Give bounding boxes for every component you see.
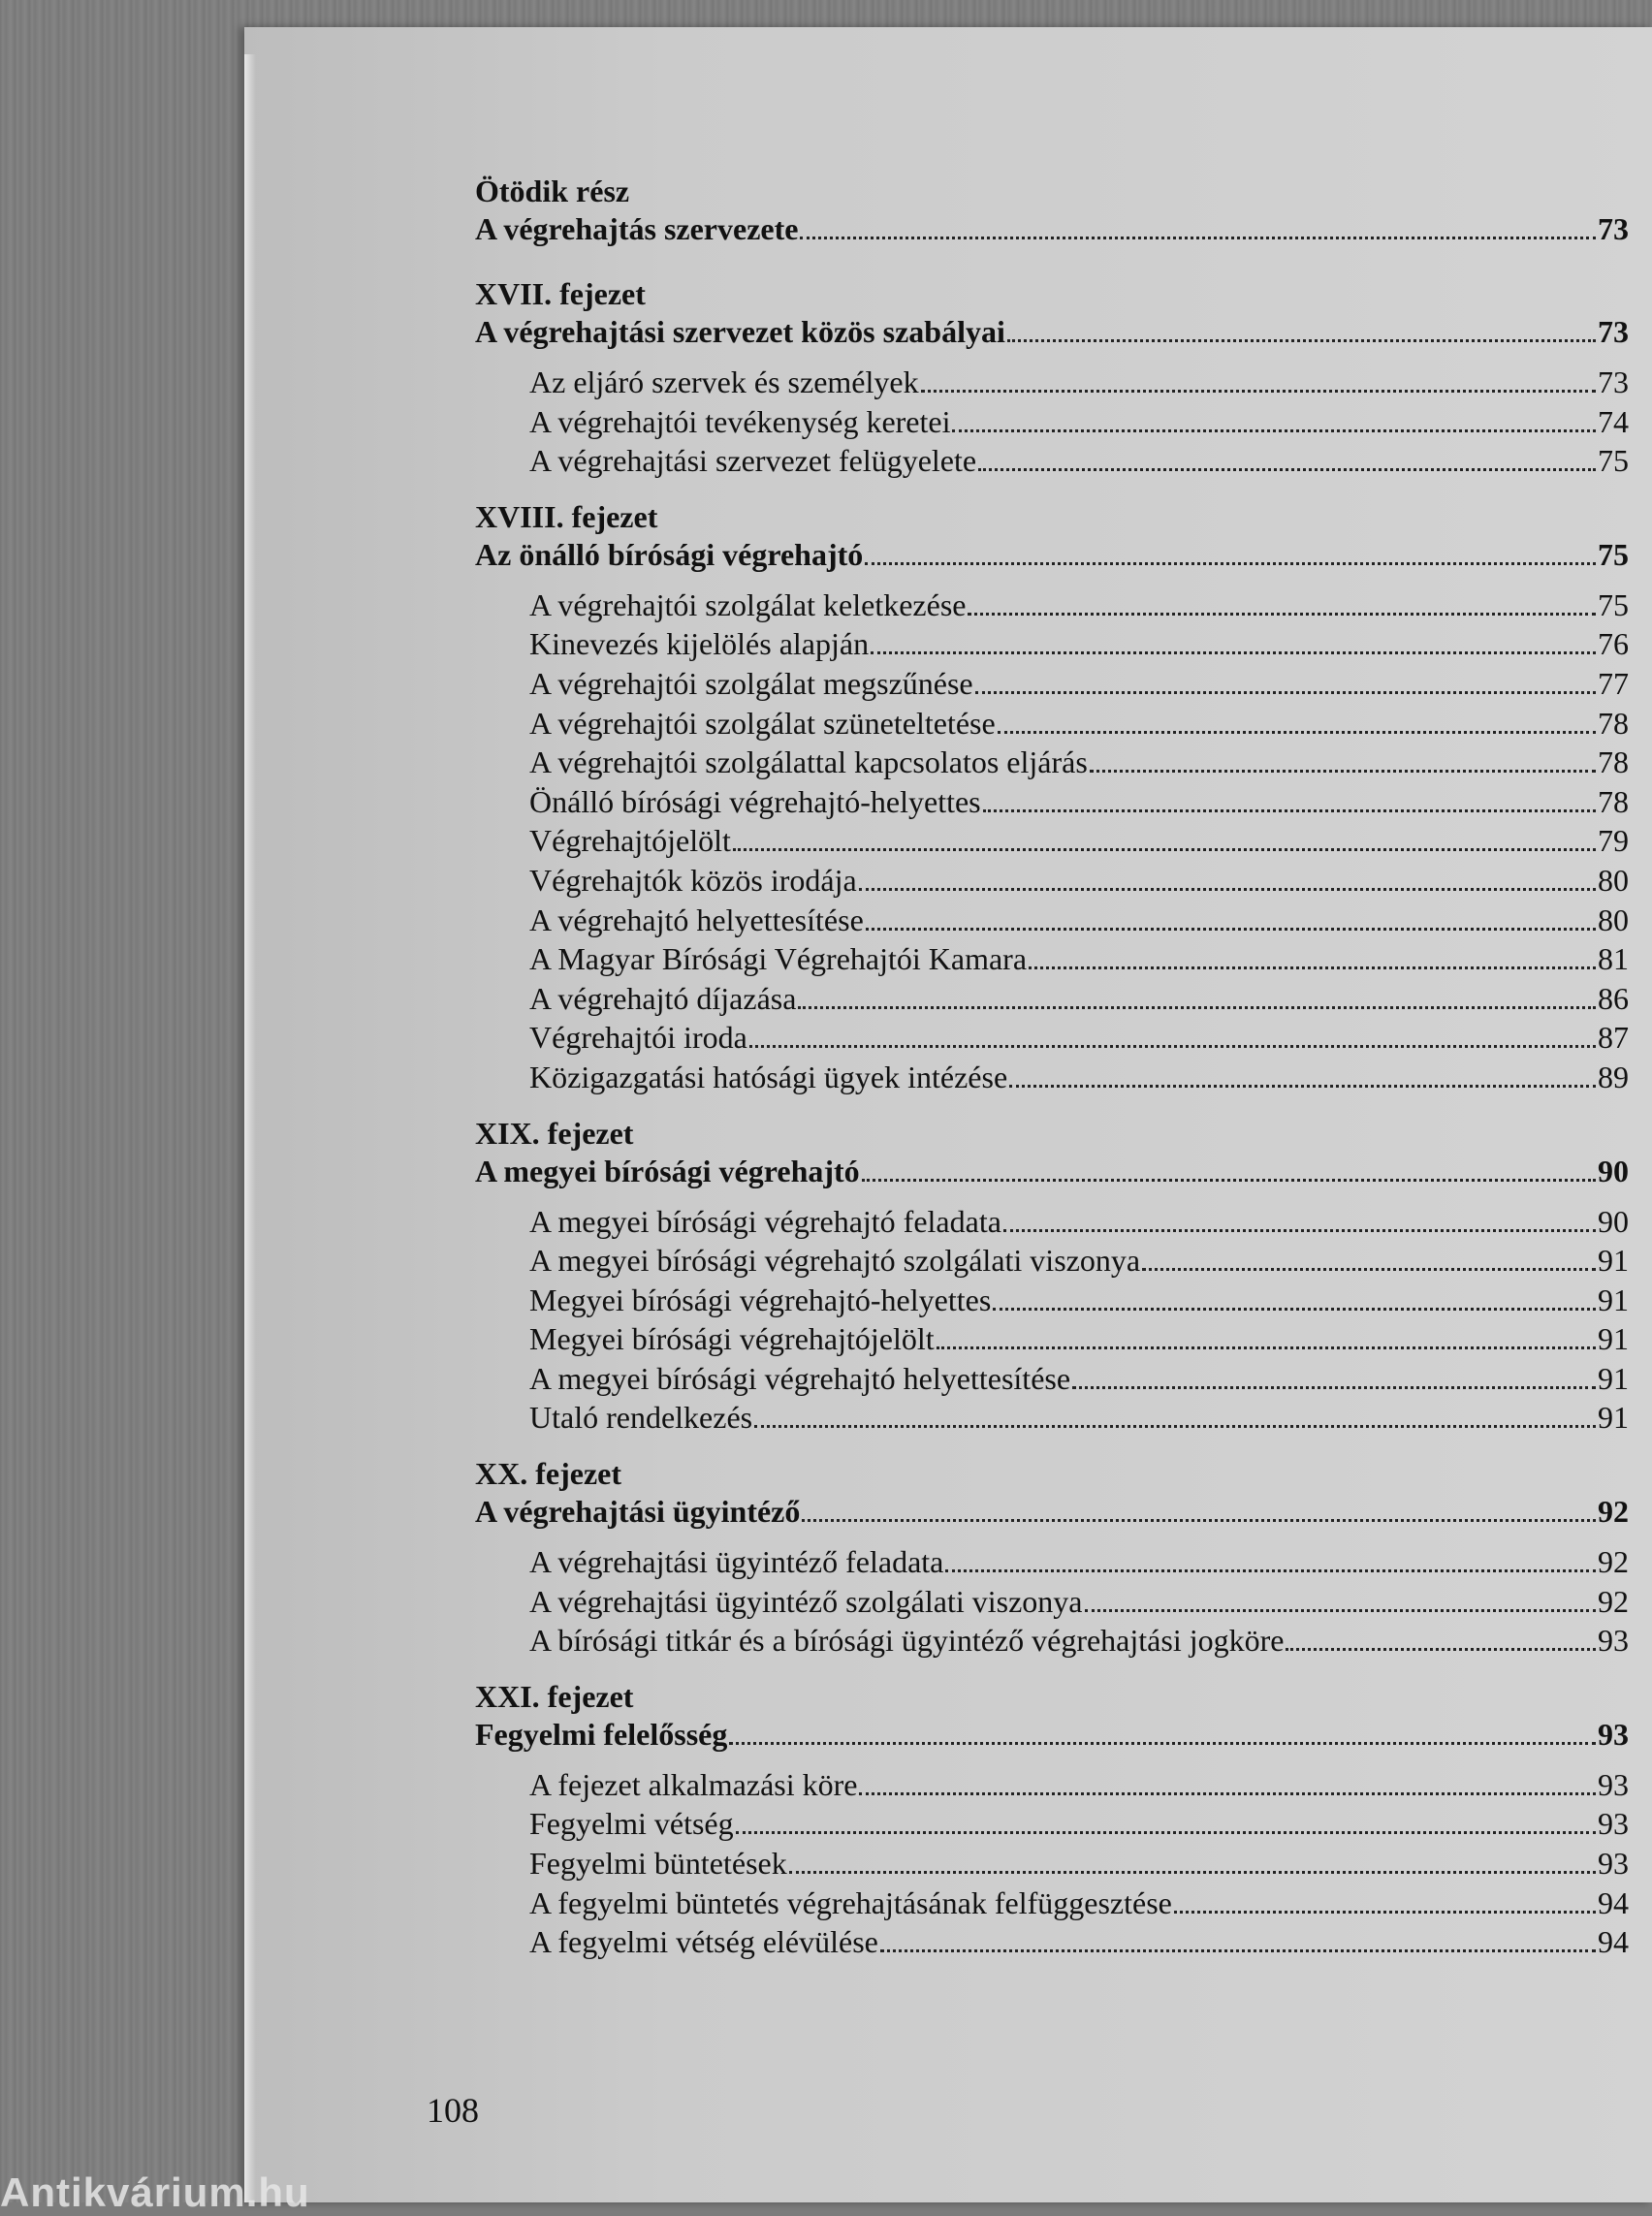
section-page: 91 bbox=[1598, 1243, 1629, 1279]
section-title: A végrehajtói szolgálat megszűnése bbox=[529, 665, 973, 701]
section-entry bbox=[475, 1018, 1629, 1058]
section-title: A végrehajtó helyettesítése bbox=[529, 902, 864, 937]
section-title: A megyei bírósági végrehajtó helyettesítése bbox=[529, 1360, 1071, 1396]
chapters-list bbox=[475, 275, 1629, 1962]
dot-leader bbox=[1286, 1648, 1596, 1651]
chapter bbox=[475, 1115, 1629, 1439]
section-title: Végrehajtójelölt bbox=[529, 823, 731, 859]
section-page: 91 bbox=[1598, 1400, 1629, 1436]
section-entry bbox=[475, 901, 1629, 940]
dot-leader bbox=[1085, 1609, 1597, 1612]
section-page: 91 bbox=[1598, 1282, 1629, 1317]
section-title: Fegyelmi vétség bbox=[529, 1806, 734, 1842]
section-title: Kinevezés kijelölés alapján bbox=[529, 626, 870, 662]
section-entry bbox=[475, 861, 1629, 901]
section-entry bbox=[475, 1398, 1629, 1438]
chapter-title: A végrehajtási szervezet közös szabályai bbox=[475, 314, 1005, 349]
section-page: 87 bbox=[1598, 1020, 1629, 1056]
section-title: A fejezet alkalmazási köre bbox=[529, 1766, 858, 1802]
part-title: A végrehajtás szervezete bbox=[475, 211, 799, 246]
section-entry bbox=[475, 1542, 1629, 1582]
section-list bbox=[475, 1202, 1629, 1439]
section-title: A Magyar Bírósági Végrehajtói Kamara bbox=[529, 941, 1028, 977]
section-list bbox=[475, 363, 1629, 481]
chapter-label: XXI. fejezet bbox=[475, 1678, 634, 1714]
section-page: 93 bbox=[1598, 1806, 1629, 1842]
dot-leader bbox=[978, 468, 1596, 471]
chapter-label: XVIII. fejezet bbox=[475, 498, 658, 534]
section-entry bbox=[475, 1058, 1629, 1097]
dot-leader bbox=[1142, 1268, 1596, 1271]
dot-leader bbox=[862, 1179, 1596, 1182]
section-entry bbox=[475, 363, 1629, 402]
section-page: 77 bbox=[1598, 665, 1629, 701]
section-title: Közigazgatási hatósági ügyek intézése bbox=[529, 1059, 1008, 1094]
chapter-label: XVII. fejezet bbox=[475, 276, 646, 311]
section-title: Az eljáró szervek és személyek bbox=[529, 364, 919, 399]
chapter-page: 92 bbox=[1598, 1494, 1629, 1530]
watermark: Antikvárium.hu bbox=[0, 2169, 310, 2215]
section-entry bbox=[475, 1202, 1629, 1242]
dot-leader bbox=[975, 691, 1596, 694]
section-title: Megyei bírósági végrehajtó-helyettes bbox=[529, 1282, 992, 1317]
section-page: 78 bbox=[1598, 705, 1629, 741]
chapter-title: Fegyelmi felelősség bbox=[475, 1716, 728, 1752]
dot-leader bbox=[937, 1346, 1596, 1349]
chapter-title-line bbox=[475, 535, 1629, 574]
section-entry bbox=[475, 1884, 1629, 1923]
section-title: A fegyelmi büntetés végrehajtásának felfüggesztése bbox=[529, 1884, 1172, 1920]
section-page: 78 bbox=[1598, 744, 1629, 780]
dot-leader bbox=[859, 888, 1596, 891]
section-entry bbox=[475, 1241, 1629, 1281]
section-page: 79 bbox=[1598, 823, 1629, 859]
section-page: 91 bbox=[1598, 1321, 1629, 1357]
section-page: 81 bbox=[1598, 941, 1629, 977]
section-entry bbox=[475, 979, 1629, 1019]
chapter-page: 93 bbox=[1598, 1716, 1629, 1752]
section-page: 93 bbox=[1598, 1846, 1629, 1882]
section-page: 89 bbox=[1598, 1059, 1629, 1094]
dot-leader bbox=[1007, 339, 1596, 342]
section-page: 93 bbox=[1598, 1623, 1629, 1659]
section-title: A végrehajtási ügyintéző szolgálati viszonya bbox=[529, 1583, 1083, 1619]
section-page: 80 bbox=[1598, 902, 1629, 937]
dot-leader bbox=[802, 1519, 1596, 1522]
dot-leader bbox=[1072, 1386, 1596, 1389]
chapter bbox=[475, 1455, 1629, 1661]
section-entry bbox=[475, 704, 1629, 744]
dot-leader bbox=[1174, 1911, 1596, 1914]
section-title: A végrehajtó díjazása bbox=[529, 980, 797, 1016]
section-page: 94 bbox=[1598, 1924, 1629, 1960]
table-of-contents bbox=[475, 173, 1629, 1979]
section-title: Fegyelmi büntetések bbox=[529, 1846, 787, 1882]
dot-leader bbox=[1090, 770, 1596, 773]
dot-leader bbox=[1009, 1085, 1596, 1088]
chapter-title: Az önálló bírósági végrehajtó bbox=[475, 536, 864, 572]
section-page: 93 bbox=[1598, 1766, 1629, 1802]
page-number: 108 bbox=[427, 2091, 479, 2130]
section-page: 73 bbox=[1598, 364, 1629, 399]
dot-leader bbox=[859, 1792, 1596, 1795]
dot-leader bbox=[993, 1308, 1596, 1311]
section-entry bbox=[475, 1844, 1629, 1884]
section-title: A végrehajtási ügyintéző feladata bbox=[529, 1544, 944, 1580]
chapter-label: XX. fejezet bbox=[475, 1456, 621, 1492]
section-page: 75 bbox=[1598, 586, 1629, 622]
dot-leader bbox=[866, 928, 1596, 931]
section-title: A végrehajtói tevékenység keretei bbox=[529, 403, 951, 439]
section-title: A bírósági titkár és a bírósági ügyintéző végrehajtási jogköre bbox=[529, 1623, 1285, 1659]
section-page: 94 bbox=[1598, 1884, 1629, 1920]
chapter-title: A végrehajtási ügyintéző bbox=[475, 1494, 801, 1530]
chapter-page: 73 bbox=[1598, 314, 1629, 349]
chapter-label: XIX. fejezet bbox=[475, 1115, 634, 1151]
section-page: 86 bbox=[1598, 980, 1629, 1016]
section-entry bbox=[475, 1765, 1629, 1805]
section-entry bbox=[475, 821, 1629, 861]
section-list bbox=[475, 1765, 1629, 1962]
section-title: Végrehajtói iroda bbox=[529, 1020, 747, 1056]
chapter bbox=[475, 275, 1629, 481]
chapter-title: A megyei bírósági végrehajtó bbox=[475, 1153, 860, 1188]
section-title: A megyei bírósági végrehajtó feladata bbox=[529, 1203, 1001, 1239]
dot-leader bbox=[968, 613, 1596, 616]
chapter-title-line bbox=[475, 1152, 1629, 1190]
dot-leader bbox=[800, 237, 1596, 239]
dot-leader bbox=[749, 1045, 1596, 1048]
section-page: 90 bbox=[1598, 1203, 1629, 1239]
section-entry bbox=[475, 1922, 1629, 1962]
section-page: 80 bbox=[1598, 862, 1629, 898]
section-title: A megyei bírósági végrehajtó szolgálati viszonya bbox=[529, 1243, 1141, 1279]
part-heading bbox=[475, 173, 1629, 248]
dot-leader bbox=[865, 562, 1596, 565]
chapter-page: 75 bbox=[1598, 536, 1629, 572]
section-entry bbox=[475, 586, 1629, 625]
dot-leader bbox=[729, 1742, 1596, 1745]
dot-leader bbox=[880, 1949, 1596, 1952]
section-entry bbox=[475, 664, 1629, 704]
dot-leader bbox=[754, 1425, 1596, 1428]
section-title: A végrehajtói szolgálattal kapcsolatos eljárás bbox=[529, 744, 1088, 780]
section-title: Utaló rendelkezés bbox=[529, 1400, 753, 1436]
chapter bbox=[475, 498, 1629, 1097]
dot-leader bbox=[871, 651, 1596, 654]
section-page: 78 bbox=[1598, 783, 1629, 819]
dot-leader bbox=[798, 1006, 1596, 1009]
section-entry bbox=[475, 782, 1629, 822]
section-title: A végrehajtási szervezet felügyelete bbox=[529, 443, 977, 479]
dot-leader bbox=[921, 390, 1596, 393]
dot-leader bbox=[998, 731, 1596, 734]
page-edge bbox=[244, 54, 256, 2202]
dot-leader bbox=[945, 1569, 1596, 1572]
chapter-page: 90 bbox=[1598, 1153, 1629, 1188]
part-title-line bbox=[475, 209, 1629, 248]
section-page: 92 bbox=[1598, 1544, 1629, 1580]
section-title: Önálló bírósági végrehajtó-helyettes bbox=[529, 783, 981, 819]
dot-leader bbox=[1003, 1229, 1596, 1232]
section-page: 92 bbox=[1598, 1583, 1629, 1619]
section-entry bbox=[475, 1582, 1629, 1622]
part-page: 73 bbox=[1598, 211, 1629, 246]
section-entry bbox=[475, 1359, 1629, 1399]
section-title: Megyei bírósági végrehajtójelölt bbox=[529, 1321, 935, 1357]
section-entry bbox=[475, 939, 1629, 979]
section-page: 91 bbox=[1598, 1360, 1629, 1396]
chapter-title-line bbox=[475, 1492, 1629, 1531]
section-entry bbox=[475, 1621, 1629, 1661]
section-page: 76 bbox=[1598, 626, 1629, 662]
section-entry bbox=[475, 624, 1629, 664]
chapter-title-line bbox=[475, 312, 1629, 351]
part-label: Ötödik rész bbox=[475, 174, 630, 208]
section-title: Végrehajtók közös irodája bbox=[529, 862, 857, 898]
dot-leader bbox=[736, 1831, 1596, 1834]
section-entry bbox=[475, 743, 1629, 782]
section-entry bbox=[475, 402, 1629, 442]
dot-leader bbox=[952, 429, 1596, 432]
dot-leader bbox=[983, 809, 1596, 812]
section-entry bbox=[475, 1281, 1629, 1320]
section-list bbox=[475, 586, 1629, 1097]
section-title: A végrehajtói szolgálat keletkezése bbox=[529, 586, 967, 622]
chapter bbox=[475, 1678, 1629, 1962]
chapter-title-line bbox=[475, 1715, 1629, 1754]
dot-leader bbox=[789, 1871, 1596, 1874]
section-entry bbox=[475, 1319, 1629, 1359]
dot-leader bbox=[733, 848, 1596, 851]
section-title: A végrehajtói szolgálat szüneteltetése bbox=[529, 705, 996, 741]
section-title: A fegyelmi vétség elévülése bbox=[529, 1924, 878, 1960]
dot-leader bbox=[1029, 966, 1596, 969]
section-page: 75 bbox=[1598, 443, 1629, 479]
section-entry bbox=[475, 441, 1629, 481]
section-list bbox=[475, 1542, 1629, 1661]
section-page: 74 bbox=[1598, 403, 1629, 439]
section-entry bbox=[475, 1804, 1629, 1844]
